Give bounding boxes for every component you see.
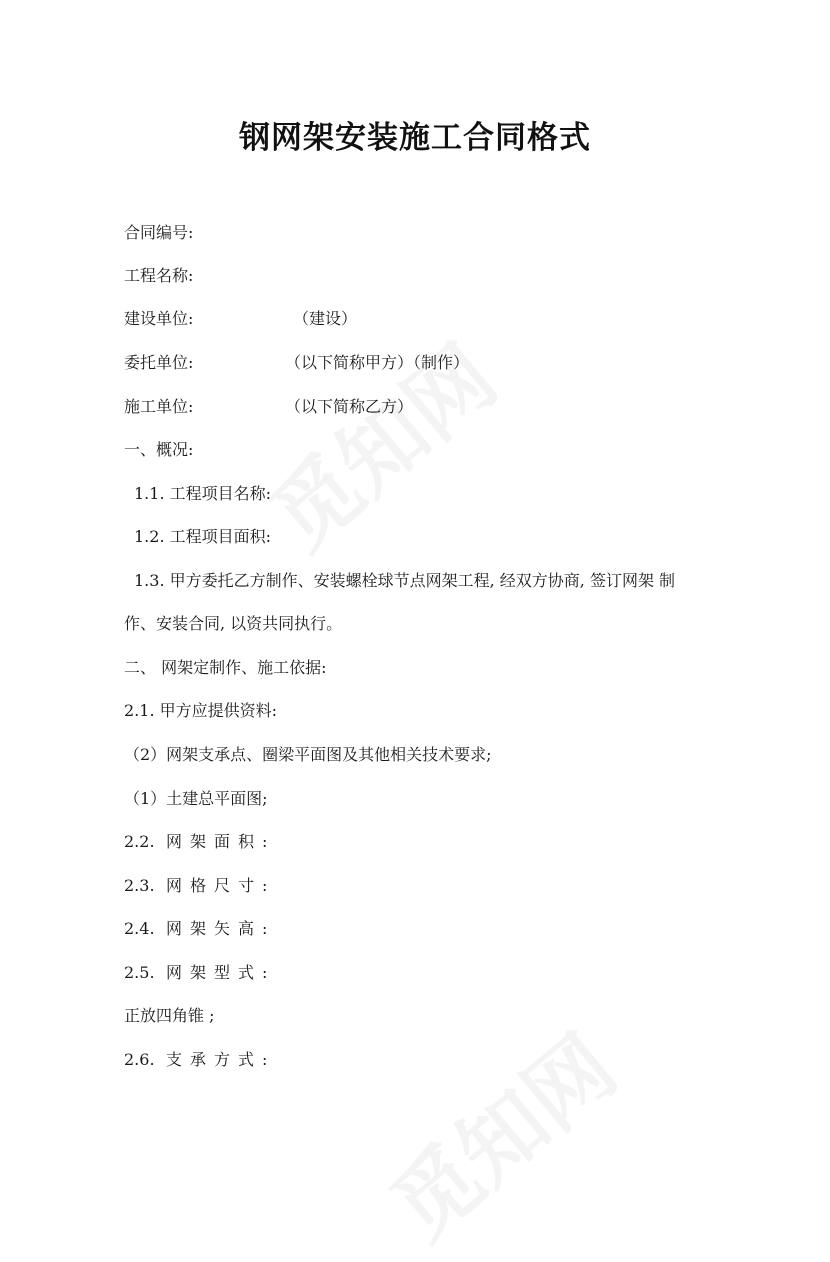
item-2-6-number: 2.6. [124, 1050, 155, 1069]
item-2-3-label: 网格尺寸: [166, 876, 276, 895]
watermark-bottom [360, 1002, 637, 1262]
item-1-2: 1.2. 工程项目面积: [134, 527, 272, 546]
item-2-2-number: 2.2. [124, 832, 155, 851]
item-2-2-label: 网架面积: [166, 832, 276, 851]
builder-note: （建设） [293, 309, 358, 328]
section-1-heading: 一、概况: [124, 440, 194, 459]
contractor-label: 施工单位: [124, 397, 194, 416]
watermark [240, 312, 517, 573]
item-2-3-number: 2.3. [124, 876, 155, 895]
item-1-3-line-1: 1.3. 甲方委托乙方制作、安装螺栓球节点网架工程, 经双方协商, 签订网架 制 [134, 571, 676, 590]
client-note: （以下简称甲方）（制作） [285, 353, 470, 372]
item-2-1-1: （1）土建总平面图; [124, 789, 268, 808]
item-2-5-value: 正放四角锥 ; [124, 1006, 215, 1025]
item-2-4-label: 网架矢高: [166, 919, 276, 938]
item-2-5-label: 网架型式: [166, 963, 276, 982]
item-2-5-number: 2.5. [124, 963, 155, 982]
item-2-4-number: 2.4. [124, 919, 155, 938]
contractor-note: （以下简称乙方） [285, 397, 414, 416]
item-2-1-2: （2）网架支承点、圈梁平面图及其他相关技术要求; [124, 745, 492, 764]
builder-label: 建设单位: [124, 309, 194, 328]
document-title: 钢网架安装施工合同格式 [239, 120, 591, 156]
contract-number-label: 合同编号: [124, 223, 194, 242]
client-label: 委托单位: [124, 353, 194, 372]
item-1-1: 1.1. 工程项目名称: [134, 484, 272, 503]
item-2-1: 2.1. 甲方应提供资料: [124, 701, 278, 720]
item-1-3-line-2: 作、安装合同, 以资共同执行。 [124, 614, 343, 633]
project-name-label: 工程名称: [124, 266, 194, 285]
section-2-heading: 二、 网架定制作、施工依据: [124, 658, 327, 677]
item-2-6-label: 支承方式: [166, 1050, 276, 1069]
